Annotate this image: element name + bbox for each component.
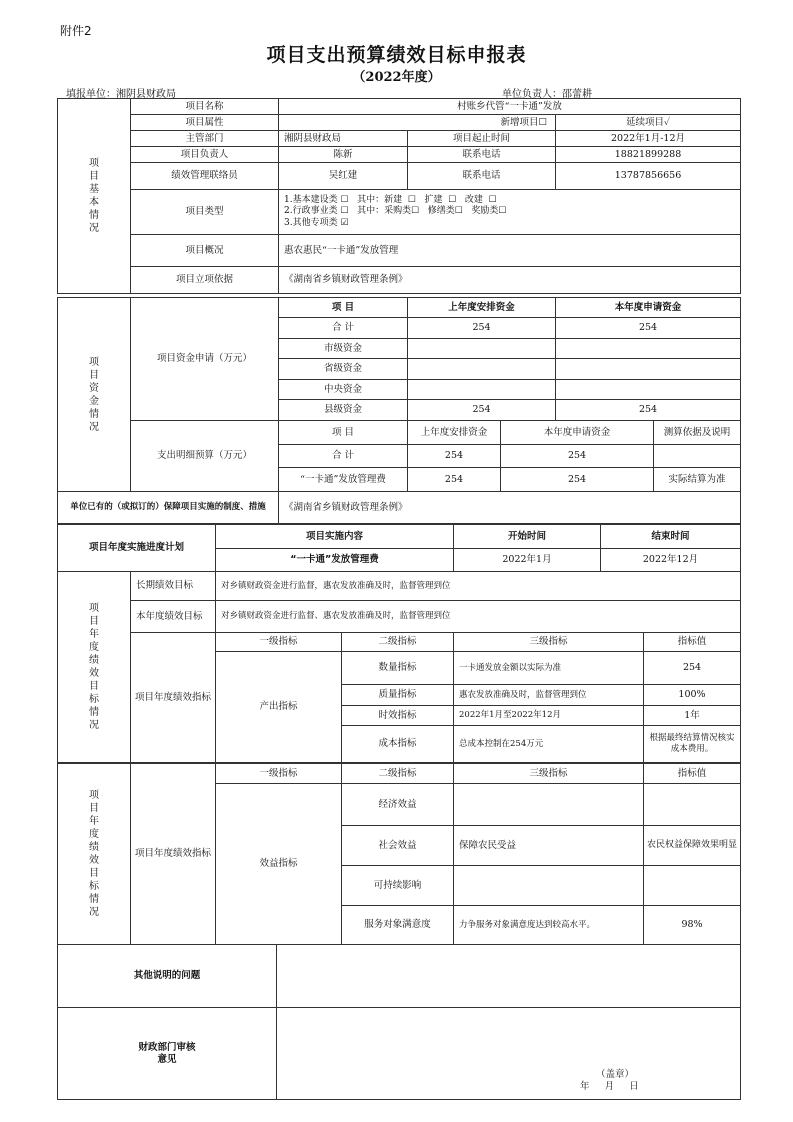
contact-phone-value: 13787856656: [556, 163, 741, 190]
output-level3: 一卡通发放金额以实际为准: [454, 652, 644, 685]
output-value: 100%: [644, 685, 741, 706]
fund-row-label: 合 计: [279, 318, 408, 339]
benefit-table: [57, 763, 741, 945]
overview-label: 项目概况: [131, 235, 279, 267]
other-notes-label: 其他说明的问题: [58, 945, 277, 1008]
contact-phone-label: 联系电话: [408, 163, 556, 190]
attr-new-project: 新增项目☐: [279, 115, 556, 131]
benefit-value: [644, 866, 741, 906]
plan-label: 项目年度实施进度计划: [58, 525, 216, 572]
basic-info-table: [57, 98, 741, 294]
indicator-label: 项目年度绩效指标: [131, 633, 216, 763]
output-level3: 惠农发放准确及时，监督管理到位: [454, 685, 644, 706]
detail-col-basis: 测算依据及说明: [654, 421, 741, 445]
fund-col-item: 项 目: [279, 298, 408, 318]
fund-row-last: [408, 339, 556, 359]
project-type-label: 项目类型: [131, 190, 279, 235]
long-goal-value: 对乡镇财政资金进行监督，惠农发放准确及时，监督管理到位: [216, 572, 741, 601]
output-level2: 质量指标: [342, 685, 454, 706]
plan-col-content: 项目实施内容: [216, 525, 454, 549]
plan-end: 2022年12月: [601, 549, 741, 572]
year-goal-label: 本年度绩效目标: [131, 601, 216, 633]
fund-row-this: [556, 359, 741, 380]
output-value: 根据最终结算情况核实成本费用。: [644, 726, 741, 763]
header-value: 指标值: [644, 633, 741, 652]
leader-phone-value: 18821899288: [556, 147, 741, 163]
fund-row-last: 254: [408, 400, 556, 421]
fund-row-last: 254: [408, 318, 556, 339]
fund-row-label: 市级资金: [279, 339, 408, 359]
system-label: 单位已有的（或拟订的）保障项目实施的制度、措施: [58, 492, 279, 524]
footer-table: [57, 944, 741, 1100]
detail-row-basis: 实际结算为准: [654, 468, 741, 492]
fund-row-this: 254: [556, 318, 741, 339]
header-level2: 二级指标: [342, 633, 454, 652]
fund-row-label: 县级资金: [279, 400, 408, 421]
date-label: 年 月 日: [580, 1081, 639, 1092]
output-level3: 总成本控制在254万元: [454, 726, 644, 763]
benefit-level2: 经济效益: [342, 784, 454, 826]
project-name-label: 项目名称: [131, 99, 279, 115]
system-value: 《湖南省乡镇财政管理条例》: [279, 492, 741, 524]
attachment-label: 附件2: [60, 24, 92, 38]
project-attr-label: 项目属性: [131, 115, 279, 131]
output-level2: 数量指标: [342, 652, 454, 685]
detail-budget-label: 支出明细预算（万元）: [131, 421, 279, 492]
leader-value: 陈新: [279, 147, 408, 163]
fund-row-label: 省级资金: [279, 359, 408, 380]
overview-value: 惠农惠民“一卡通”发放管理: [279, 235, 741, 267]
basis-label: 项目立项依据: [131, 267, 279, 294]
detail-row-last: 254: [408, 468, 501, 492]
detail-row-label: 合 计: [279, 445, 408, 468]
project-type-options: 1.基本建设类 ☐ 其中：新建 ☐ 扩建 ☐ 改建 ☐ 2.行政事业类 ☐ 其中：采购类☐ 修缮类☐ 奖励类☐ 3.其他专项类 ☑: [279, 190, 741, 235]
header-value: 指标值: [644, 764, 741, 784]
benefit-level2: 社会效益: [342, 826, 454, 866]
plan-table: [57, 524, 741, 572]
funds-table: [57, 297, 741, 524]
detail-col-last: 上年度安排资金: [408, 421, 501, 445]
fund-row-this: [556, 339, 741, 359]
detail-col-this: 本年度申请资金: [501, 421, 654, 445]
section-benefit: 项 目 年 度 绩 效 目 标 情 况: [58, 764, 131, 945]
output-level3: 2022年1月至2022年12月: [454, 706, 644, 726]
fund-row-label: 中央资金: [279, 380, 408, 400]
goals-table: [57, 571, 741, 763]
benefit-level1: 效益指标: [216, 784, 342, 945]
section-basic-info: 项 目 基 本 情 况: [58, 99, 131, 294]
review-label: 财政部门审核意见: [58, 1008, 277, 1100]
attr-continuing-project: 延续项目✓: [556, 115, 741, 131]
header-level3: 三级指标: [454, 764, 644, 784]
seal-label: （盖章）: [596, 1069, 635, 1080]
fund-apply-label: 项目资金申请（万元）: [131, 298, 279, 421]
fund-row-this: 254: [556, 400, 741, 421]
detail-row-label: “一卡通”发放管理费: [279, 468, 408, 492]
header-level1: 一级指标: [216, 764, 342, 784]
output-level2: 成本指标: [342, 726, 454, 763]
output-value: 1年: [644, 706, 741, 726]
output-level2: 时效指标: [342, 706, 454, 726]
plan-col-start: 开始时间: [454, 525, 601, 549]
benefit-value: 98%: [644, 906, 741, 945]
detail-row-last: 254: [408, 445, 501, 468]
leader-phone-label: 联系电话: [408, 147, 556, 163]
long-goal-label: 长期绩效目标: [131, 572, 216, 601]
benefit-level3: 力争服务对象满意度达到较高水平。: [454, 906, 644, 945]
header-level1: 一级指标: [216, 633, 342, 652]
detail-row-this: 254: [501, 468, 654, 492]
benefit-level2: 服务对象满意度: [342, 906, 454, 945]
review-value: [277, 1008, 741, 1100]
output-indicator-label: 产出指标: [216, 652, 342, 763]
unit-responsible: 单位负责人：邵蕾耕: [502, 89, 592, 100]
contact-label: 绩效管理联络员: [131, 163, 279, 190]
detail-row-this: 254: [501, 445, 654, 468]
dept-value: 湘阴县财政局: [279, 131, 408, 147]
benefit-level2: 可持续影响: [342, 866, 454, 906]
benefit-value: 农民权益保障效果明显: [644, 826, 741, 866]
project-name-value: 村账乡代管“一卡通”发放: [279, 99, 741, 115]
header-level3: 三级指标: [454, 633, 644, 652]
plan-content: “一卡通”发放管理费: [216, 549, 454, 572]
year-goal-value: 对乡镇财政资金进行监督、惠农发放准确及时，监督管理到位: [216, 601, 741, 633]
fill-unit: 填报单位：湘阴县财政局: [66, 89, 176, 100]
benefit-level3: [454, 866, 644, 906]
dept-label: 主管部门: [131, 131, 279, 147]
detail-col-item: 项 目: [279, 421, 408, 445]
year-label: （2022年度）: [352, 70, 441, 85]
fund-row-last: [408, 359, 556, 380]
fund-col-this: 本年度申请资金: [556, 298, 741, 318]
detail-row-basis: [654, 445, 741, 468]
benefit-value: [644, 784, 741, 826]
period-value: 2022年1月-12月: [556, 131, 741, 147]
benefit-level3: [454, 784, 644, 826]
plan-start: 2022年1月: [454, 549, 601, 572]
contact-value: 吴红建: [279, 163, 408, 190]
section-funds: 项 目 资 金 情 况: [58, 298, 131, 492]
basis-value: 《湖南省乡镇财政管理条例》: [279, 267, 741, 294]
plan-col-end: 结束时间: [601, 525, 741, 549]
benefit-indicator-label: 项目年度绩效指标: [131, 764, 216, 945]
benefit-level3: 保障农民受益: [454, 826, 644, 866]
fund-row-last: [408, 380, 556, 400]
period-label: 项目起止时间: [408, 131, 556, 147]
header-level2: 二级指标: [342, 764, 454, 784]
output-value: 254: [644, 652, 741, 685]
page-title: 项目支出预算绩效目标申报表: [266, 44, 527, 66]
fund-col-last: 上年度安排资金: [408, 298, 556, 318]
leader-label: 项目负责人: [131, 147, 279, 163]
fund-row-this: [556, 380, 741, 400]
other-notes-value: [277, 945, 741, 1008]
section-goals: 项 目 年 度 绩 效 目 标 情 况: [58, 572, 131, 763]
